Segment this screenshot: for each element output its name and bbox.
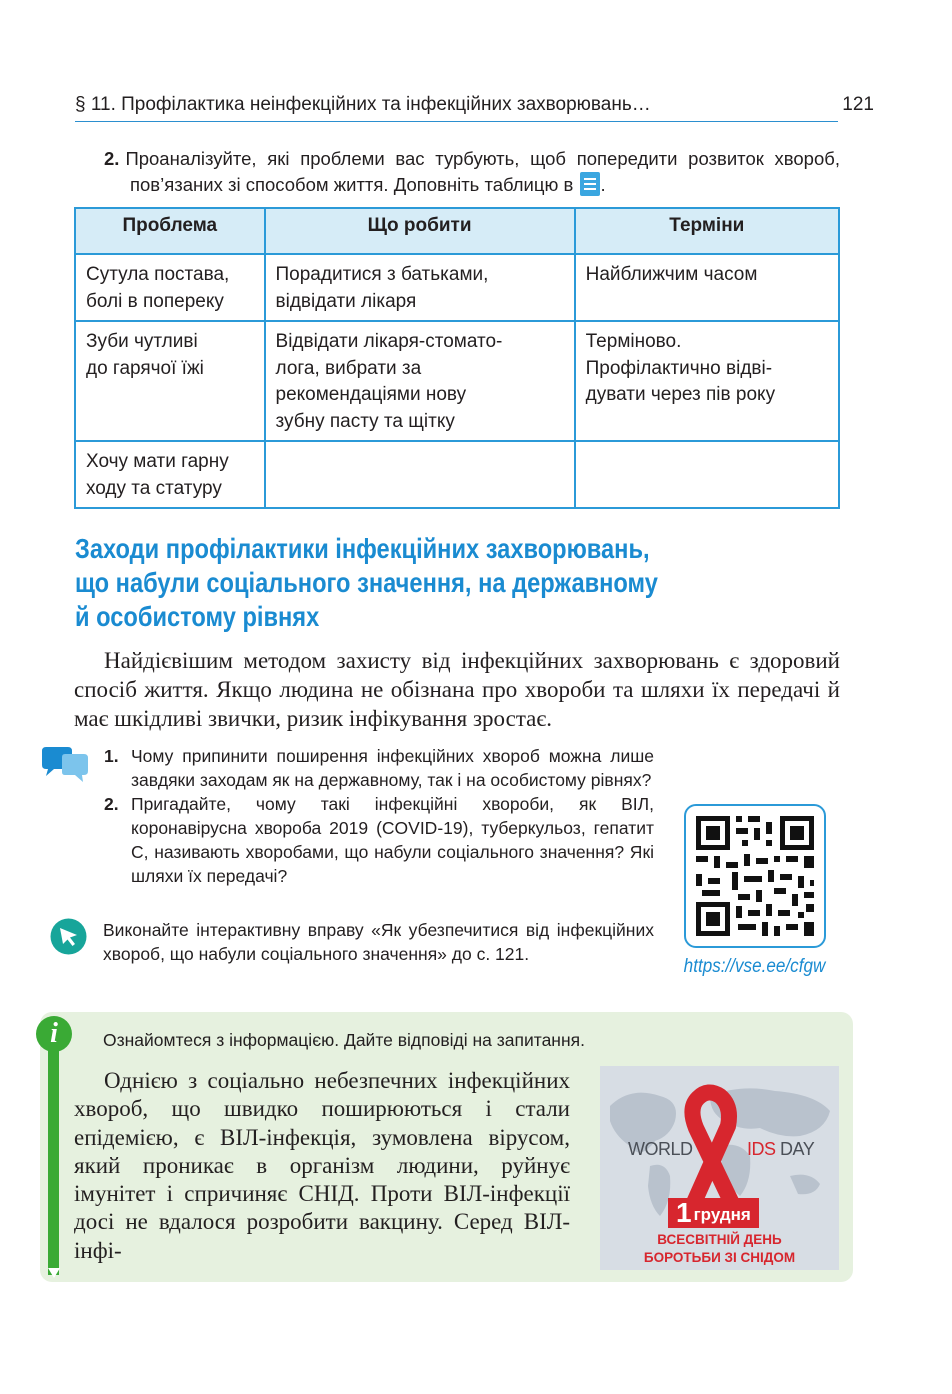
running-title: § 11. Профілактика неінфекційних та інфекційних захворювань… [75,94,651,115]
question-text: Чому припинити поширення інфекційних хвороб можна лише завдяки заходам як на державному, так і на особистому рівнях? [131,746,654,790]
poster-date-word: грудня [693,1205,751,1224]
header-divider [75,121,838,122]
section-heading: Заходи профілактики інфекційних захворювань, що набули соціального значення, на державному й особистому рівнях [75,533,658,632]
table-cell: Відвідати лікаря-стомато- лога, вибрати за рекомендаціями нову зубну пасту та щітку [265,321,575,441]
table-cell: Найближчим часом [575,254,839,321]
table-row [75,254,839,321]
question-list [104,744,654,888]
interactive-exercise: Виконайте інтерактивну вправу «Як убезпечитися від інфекційних хвороб, що набули соціального значення» до с. 121. [103,920,654,964]
task-number: 2. [104,148,120,169]
qr-link[interactable]: https://vse.ee/cfgw [683,956,826,977]
poster-ids-day [747,1139,814,1160]
info-icon: i [36,1016,72,1052]
question-number: 1. [104,746,119,766]
column-header-problem: Проблема [75,208,265,254]
notebook-icon [580,172,600,196]
poster-world-text: WORLD [628,1139,693,1159]
column-header-term: Терміни [575,208,839,254]
table-cell: Хочу мати гарну ходу та статуру [75,441,265,508]
poster-ids-text: IDS [747,1139,776,1159]
table-row [75,321,839,441]
qr-code-icon [686,806,824,946]
task-text: Проаналізуйте, які проблеми вас турбують, щоб попередити розвиток хвороб, пов’язаних зі способом життя. Доповніть таблицю в [125,148,840,195]
page-number: 121 [842,94,874,115]
table-cell-empty[interactable] [265,441,575,508]
info-sidebar [48,1035,59,1275]
poster-day-text: DAY [780,1139,815,1159]
plan-table [74,207,840,509]
info-paragraph [74,1067,570,1265]
poster-date-number: 1 [676,1197,692,1228]
question-text: Пригадайте, чому такі інфекційні хвороби, як ВІЛ, коронавірусна хвороба 2019 (COVID-19), туберкульоз, гепатит С, називають хворобами, що набули соціального значення? Які шляхи їх передачі? [131,794,654,886]
table-header-row [75,208,839,254]
question-item [104,744,654,792]
column-header-action: Що робити [265,208,575,254]
table-cell: Сутула постава, болі в попереку [75,254,265,321]
table-cell: Порадитися з батьками, відвідати лікаря [265,254,575,321]
poster-date [668,1198,759,1228]
table-row [75,441,839,508]
poster-caption: ВСЕСВІТНІЙ ДЕНЬ БОРОТЬБИ ЗІ СНІДОМ [643,1232,796,1265]
intro-paragraph: Найдієвішим методом захисту від інфекційних захворювань є здоровий спосіб життя. Якщо людина не обізнана про хвороби та шляхи їх передачі й має шкідливі звички, ризик інфікування зростає. [74,648,840,731]
task-end: . [600,174,606,195]
info-instruction: Ознайомтеся з інформацією. Дайте відповіді на запитання. [103,1030,585,1050]
arrow-down-icon [48,1268,60,1278]
question-number: 2. [104,794,119,814]
cursor-click-icon [50,918,87,955]
info-paragraph-text: Однією з соціально небезпечних інфекційних хвороб, що швидко поширюються і стали епідемією, є ВІЛ-інфекція, зумовлена вірусом, який проникає в організм людини, руйнує імунітет і спричиняє СНІД. Проти ВІЛ-інфекції досі не вдалося розробити вакцину. Серед ВІЛ-інфі- [74,1068,570,1263]
table-cell: Зуби чутливі до гарячої їжі [75,321,265,441]
task-2 [104,146,840,198]
table-cell: Терміново. Профілактично відві- дувати через пів року [575,321,839,441]
qr-code[interactable] [684,804,826,948]
table-cell-empty[interactable] [575,441,839,508]
discussion-icon [40,745,90,785]
question-item [104,792,654,888]
world-aids-day-poster [600,1066,839,1270]
